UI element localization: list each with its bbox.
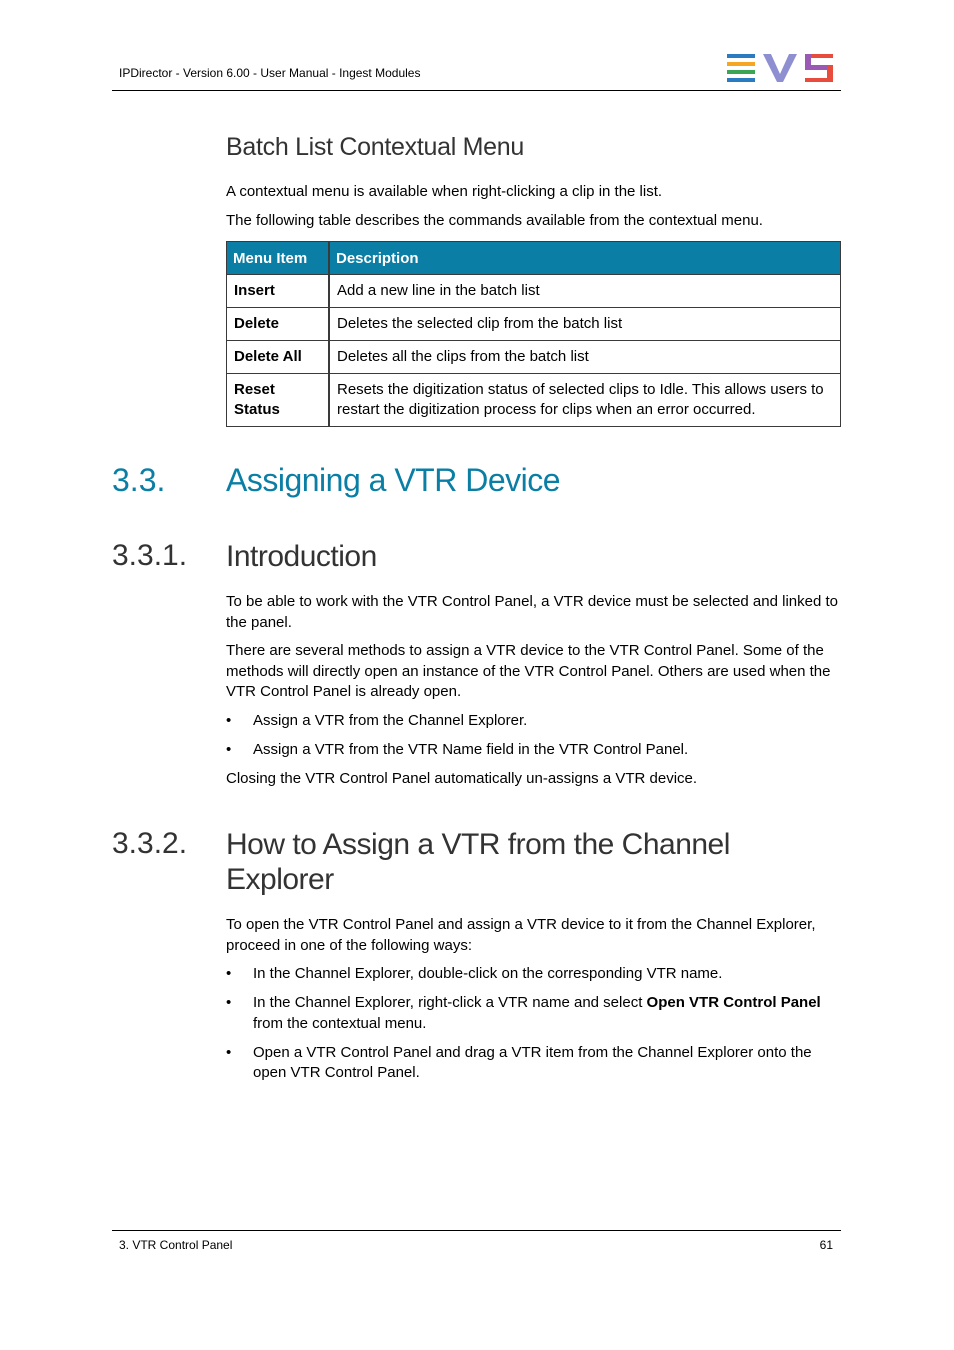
table-row	[227, 308, 841, 341]
list-item	[226, 1043, 842, 1084]
evs-logo	[727, 54, 833, 82]
list-item-text-end: from the contextual menu.	[253, 1014, 427, 1032]
menu-item-name: Delete All	[227, 341, 330, 374]
menu-item-description: Deletes all the clips from the batch list	[329, 341, 841, 374]
section-3-3-2-title	[226, 827, 730, 897]
list-item	[226, 964, 842, 985]
bullet-icon: •	[226, 712, 232, 729]
menu-item-description: Resets the digitization status of selected clips to Idle. This allows users to restart the digitization process for clips when an error occurred.	[329, 374, 841, 427]
bullet-icon: •	[226, 965, 232, 982]
list-item-text: Assign a VTR from the Channel Explorer.	[253, 712, 528, 729]
list-item	[226, 711, 842, 732]
intro-paragraph-1: To be able to work with the VTR Control Panel, a VTR device must be selected and linked to the panel.	[226, 593, 838, 631]
section-3-3-1-title: Introduction	[226, 540, 377, 573]
footer-divider	[112, 1230, 841, 1231]
header-title: IPDirector - Version 6.00 - User Manual - Ingest Modules	[119, 66, 421, 80]
table-row	[227, 275, 841, 308]
table-row	[227, 341, 841, 374]
batch-menu-heading: Batch List Contextual Menu	[226, 133, 524, 161]
menu-items-table	[226, 241, 841, 427]
table-row	[227, 374, 841, 427]
open-vtr-control-panel-command: Open VTR Control Panel	[646, 994, 821, 1011]
section-3-3-2-title-line2: Explorer	[226, 863, 334, 896]
how-to-list	[226, 964, 842, 1092]
intro-paragraph-2: There are several methods to assign a VTR device to the VTR Control Panel. Some of the methods will directly open an instance of the VTR Control Panel. Others are used when the VTR Control Panel is already open.	[226, 642, 831, 700]
page-number: 61	[819, 1238, 833, 1252]
list-item-text-start: In the Channel Explorer, right-click a VTR name and select	[253, 994, 647, 1011]
batch-menu-intro1: A contextual menu is available when right-clicking a clip in the list.	[226, 183, 663, 200]
intro-paragraph-3: Closing the VTR Control Panel automatically un-assigns a VTR device.	[226, 770, 698, 787]
menu-item-name: Delete	[227, 308, 330, 341]
col-header-menu-item: Menu Item	[227, 242, 330, 275]
table-header-row	[227, 242, 841, 275]
bullet-icon: •	[226, 994, 232, 1011]
bullet-icon: •	[226, 741, 232, 758]
menu-item-name: Insert	[227, 275, 330, 308]
menu-item-description: Add a new line in the batch list	[329, 275, 841, 308]
bullet-icon: •	[226, 1043, 232, 1061]
footer-chapter: 3. VTR Control Panel	[119, 1238, 233, 1252]
list-item-text: Open a VTR Control Panel and drag a VTR item from the Channel Explorer onto the open VTR Control Panel.	[253, 1043, 812, 1081]
section-3-3-title: Assigning a VTR Device	[226, 462, 561, 498]
list-item-text: Assign a VTR from the VTR Name field in the VTR Control Panel.	[253, 741, 689, 758]
assign-methods-list	[226, 711, 842, 769]
batch-menu-intro2: The following table describes the commands available from the contextual menu.	[226, 212, 763, 229]
list-item-text	[253, 994, 821, 1032]
menu-item-name: Reset Status	[227, 374, 330, 427]
section-3-3-2-number: 3.3.2.	[112, 827, 188, 860]
list-item-text: In the Channel Explorer, double-click on the corresponding VTR name.	[253, 965, 723, 982]
section-3-3-number: 3.3.	[112, 462, 166, 498]
section-3-3-1-number: 3.3.1.	[112, 539, 188, 572]
how-to-paragraph: To open the VTR Control Panel and assign a VTR device to it from the Channel Explorer, proceed in one of the following ways:	[226, 916, 816, 954]
list-item	[226, 993, 842, 1034]
section-3-3-2-title-line1: How to Assign a VTR from the Channel	[226, 828, 730, 861]
menu-item-description: Deletes the selected clip from the batch list	[329, 308, 841, 341]
list-item	[226, 740, 842, 761]
header-divider	[112, 90, 841, 91]
col-header-description: Description	[329, 242, 841, 275]
